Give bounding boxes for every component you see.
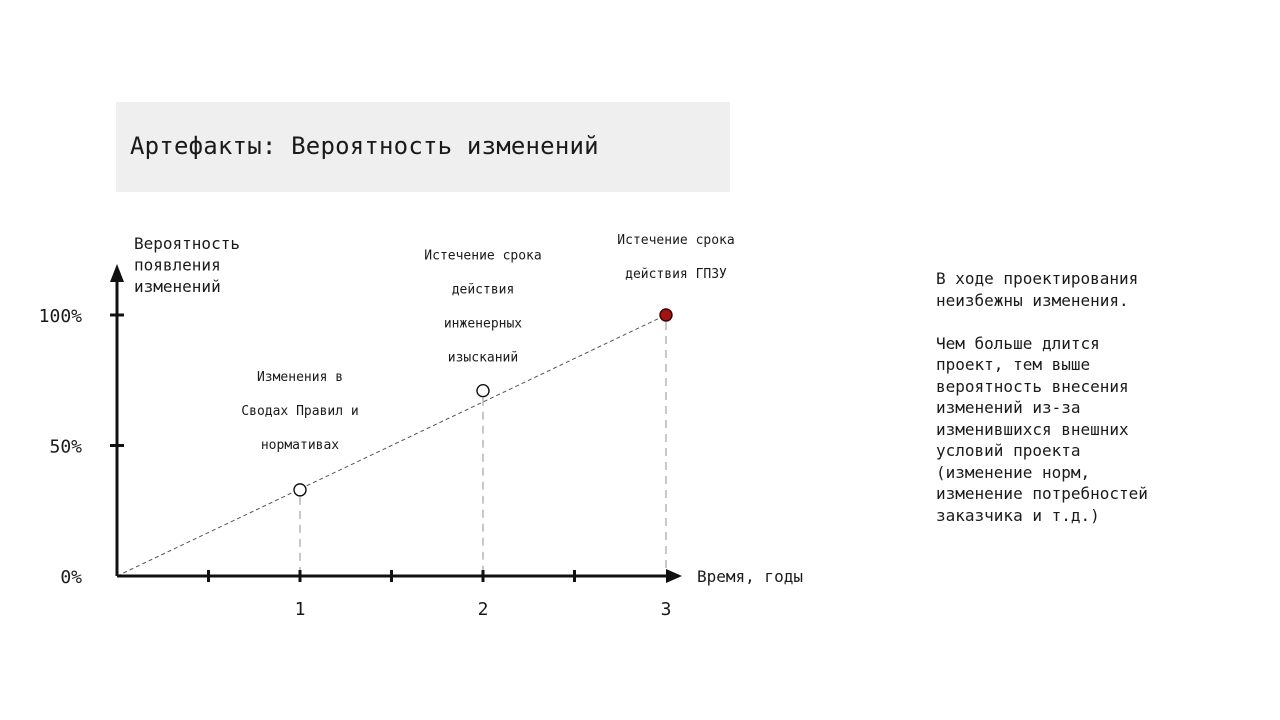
y-tick-label-1: 0% [60,567,82,588]
y-axis-arrow [110,264,124,282]
point-1-label-line-2: Сводах Правил и [241,403,359,419]
side-description [936,268,1236,548]
point-2-label-line-4: изысканий [447,350,519,366]
y-tick-label-3: 100% [38,306,82,327]
side-paragraph-2: Чем больше длится проект, тем выше вероятность внесения изменений из-за изменившихся внешних условий проекта (изменение норм, изменение потребностей заказчика и т.д.) [936,333,1148,525]
x-tick-label-3: 3 [660,599,672,620]
data-point-1 [294,484,306,496]
point-2-label-line-1: Истечение срока [424,248,542,264]
y-axis-label-line-2: появления [134,255,221,275]
data-point-3 [660,309,672,321]
y-axis-label-line-1: Вероятность [134,234,240,253]
y-tick-label-2: 50% [49,436,82,458]
x-axis-label: Время, годы [697,567,803,586]
point-1-label-line-1: Изменения в [256,369,344,385]
point-2-label-line-2: действия [451,282,515,298]
y-axis-label-line-3: изменений [134,277,221,296]
side-paragraph-1: В ходе проектирования неизбежны изменения. [936,269,1139,310]
x-tick-label-1: 1 [294,599,306,620]
point-2-label-line-3: инженерных [443,316,523,332]
page-title: Артефакты: Вероятность изменений [130,132,599,160]
point-3-label-line-2: действия ГПЗУ [625,267,727,282]
x-tick-label-2: 2 [477,599,489,620]
point-3-label-line-1: Истечение срока [617,233,735,248]
trend-line [117,315,666,576]
data-point-2 [477,385,489,397]
x-axis-arrow [666,569,682,583]
point-1-label-line-3: нормативах [260,437,340,453]
